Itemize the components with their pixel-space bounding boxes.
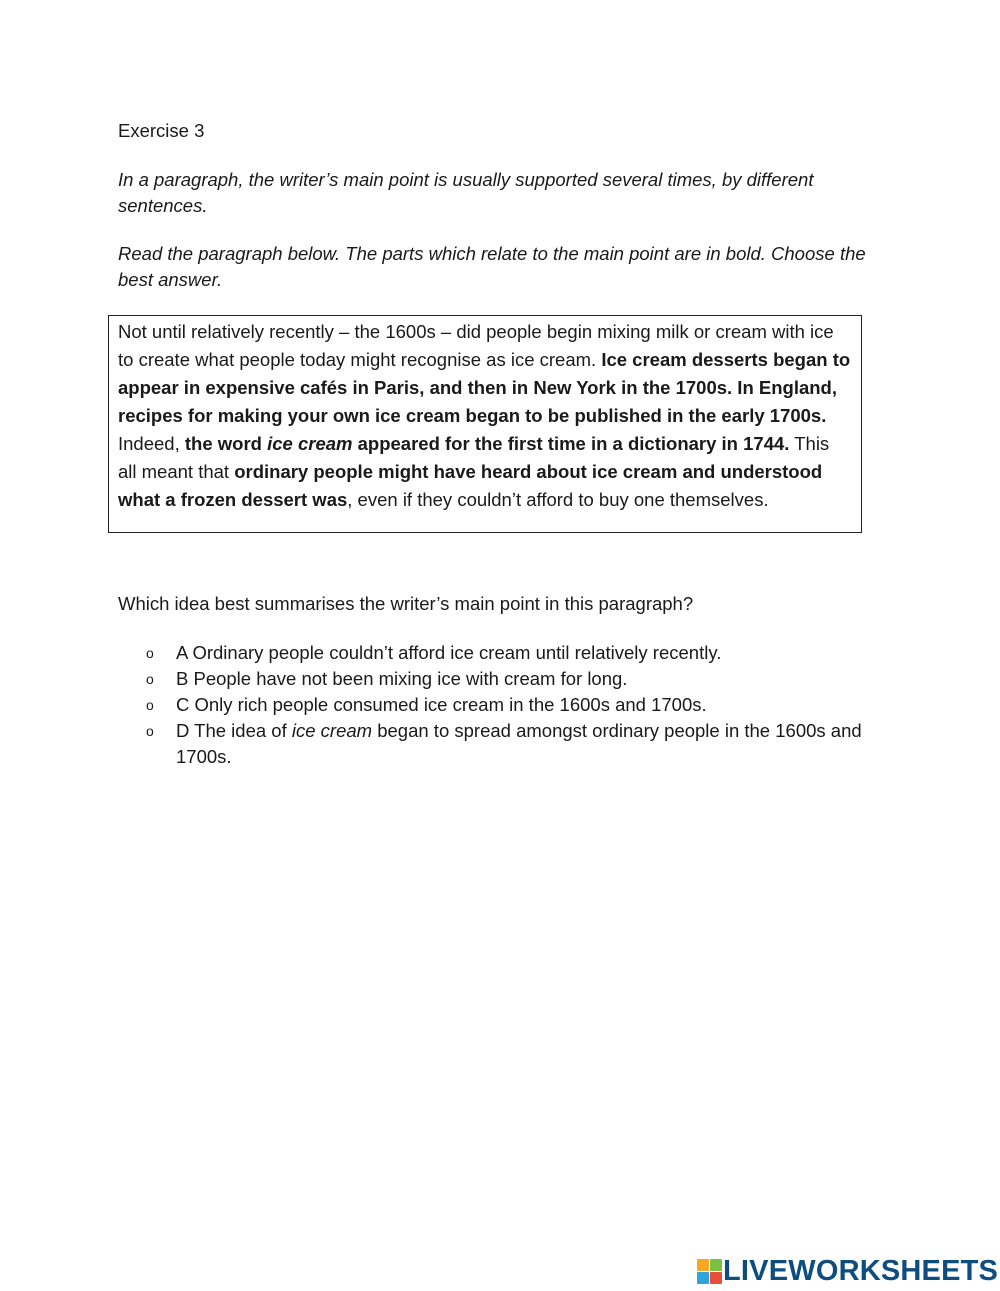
passage-text: Indeed, (118, 433, 185, 454)
logo-square-icon (710, 1259, 722, 1271)
passage-text: Not until relatively recently – the 1600s – did people begin mixing milk or cream with ice to create what people today might recognise as ice cream. (118, 321, 834, 370)
option-c[interactable] (146, 692, 866, 718)
option-d[interactable] (146, 718, 866, 770)
option-d-italic-text: ice cream (291, 720, 373, 741)
passage-text: , even if they couldn’t afford to buy one themselves. (347, 489, 769, 510)
passage-bold-text: Ice cream desserts began to appear in expensive cafés in Paris, and then in New York in the 1700s. In England, recipes for making your own ice cream began to be published in the early 1700s. (118, 349, 851, 426)
option-d-label (176, 720, 862, 767)
reading-passage (108, 315, 862, 533)
radio-bullet-icon[interactable]: o (146, 645, 154, 661)
logo-square-icon (697, 1259, 709, 1271)
answer-options (146, 640, 866, 770)
option-c-label: C Only rich people consumed ice cream in the 1600s and 1700s. (176, 694, 707, 715)
liveworksheets-brand (697, 1255, 998, 1287)
passage-bold-text: the word (184, 433, 268, 454)
logo-square-icon (710, 1272, 722, 1284)
option-d-text: D The idea of (176, 720, 292, 741)
passage-bold-text: ordinary people might have heard about ice cream and understood what a frozen dessert was (118, 461, 823, 510)
option-a-label: A Ordinary people couldn’t afford ice cream until relatively recently. (176, 642, 722, 663)
radio-bullet-icon[interactable]: o (146, 723, 154, 739)
logo-square-icon (697, 1272, 709, 1284)
exercise-title: Exercise 3 (118, 120, 205, 141)
brand-name: LIVEWORKSHEETS (723, 1255, 999, 1287)
liveworksheets-logo-icon (697, 1259, 721, 1283)
option-d-text: began to spread amongst ordinary people in the 1600s and 1700s. (176, 720, 862, 767)
passage-bold-italic-text: ice cream (267, 433, 353, 454)
radio-bullet-icon[interactable]: o (146, 697, 154, 713)
instruction-text-2: Read the paragraph below. The parts which relate to the main point are in bold. Choose the best answer. (118, 243, 866, 290)
passage-text: This all meant that (118, 433, 830, 482)
instruction-text-1: In a paragraph, the writer’s main point is usually supported several times, by different sentences. (118, 169, 814, 216)
option-a[interactable] (146, 640, 866, 666)
option-b[interactable] (146, 666, 866, 692)
passage-bold-text: appeared for the first time in a dictionary in 1744. (352, 433, 790, 454)
question-text: Which idea best summarises the writer’s main point in this paragraph? (118, 593, 694, 614)
radio-bullet-icon[interactable]: o (146, 671, 154, 687)
option-b-label: B People have not been mixing ice with cream for long. (176, 668, 628, 689)
